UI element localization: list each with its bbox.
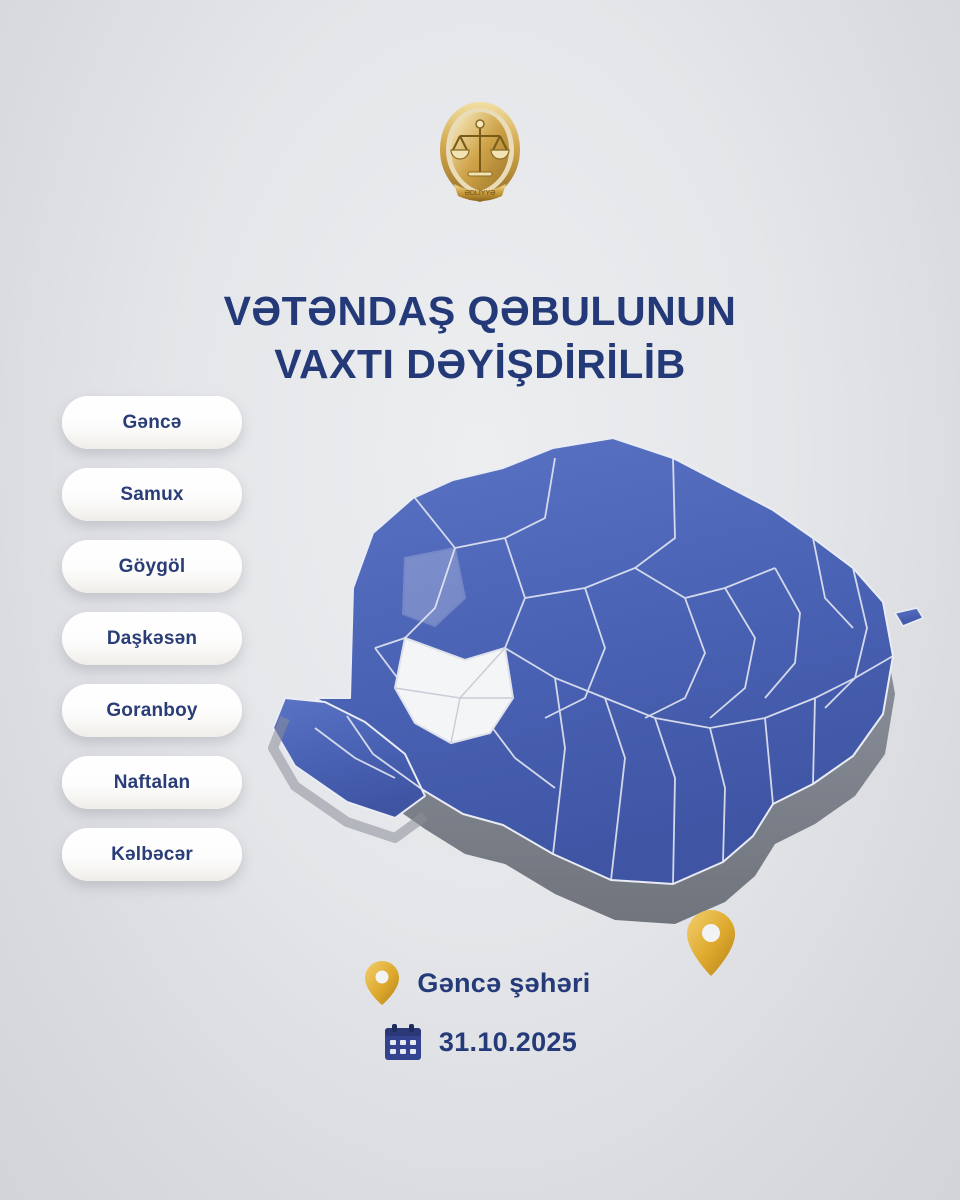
ministry-of-justice-emblem bbox=[420, 92, 540, 212]
azerbaijan-map bbox=[255, 398, 945, 938]
region-label: Kəlbəcər bbox=[111, 843, 193, 865]
page-title-line-2: VAXTI DƏYİŞDİRİLİB bbox=[274, 340, 686, 387]
page-title bbox=[0, 285, 960, 390]
region-item-naftalan[interactable] bbox=[62, 756, 242, 809]
region-item-goranboy[interactable] bbox=[62, 684, 242, 737]
region-item-samux[interactable] bbox=[62, 468, 242, 521]
region-label: Gəncə bbox=[122, 411, 182, 433]
page-title-line-1: VƏTƏNDAŞ QƏBULUNUN bbox=[223, 288, 737, 335]
region-item-gence[interactable] bbox=[62, 396, 242, 449]
calendar-icon bbox=[383, 1022, 423, 1062]
region-item-daskesen[interactable] bbox=[62, 612, 242, 665]
emblem-container bbox=[0, 92, 960, 212]
footer-info bbox=[0, 960, 960, 1062]
region-label: Goranboy bbox=[106, 699, 198, 721]
map-islet bbox=[895, 608, 923, 626]
region-item-kelbecer[interactable] bbox=[62, 828, 242, 881]
region-item-goygol[interactable] bbox=[62, 540, 242, 593]
region-label: Göygöl bbox=[118, 555, 186, 577]
location-label: Gəncə şəhəri bbox=[417, 967, 591, 998]
date-row bbox=[383, 1022, 577, 1062]
region-label: Samux bbox=[120, 483, 184, 505]
location-row bbox=[363, 960, 590, 1006]
region-label: Naftalan bbox=[113, 771, 191, 793]
emblem-motto: ƏDLİYYƏ bbox=[464, 190, 496, 197]
date-label: 31.10.2025 bbox=[438, 1026, 578, 1057]
region-label: Daşkəsən bbox=[106, 627, 198, 649]
region-list bbox=[62, 396, 242, 881]
location-pin-icon bbox=[363, 960, 401, 1006]
